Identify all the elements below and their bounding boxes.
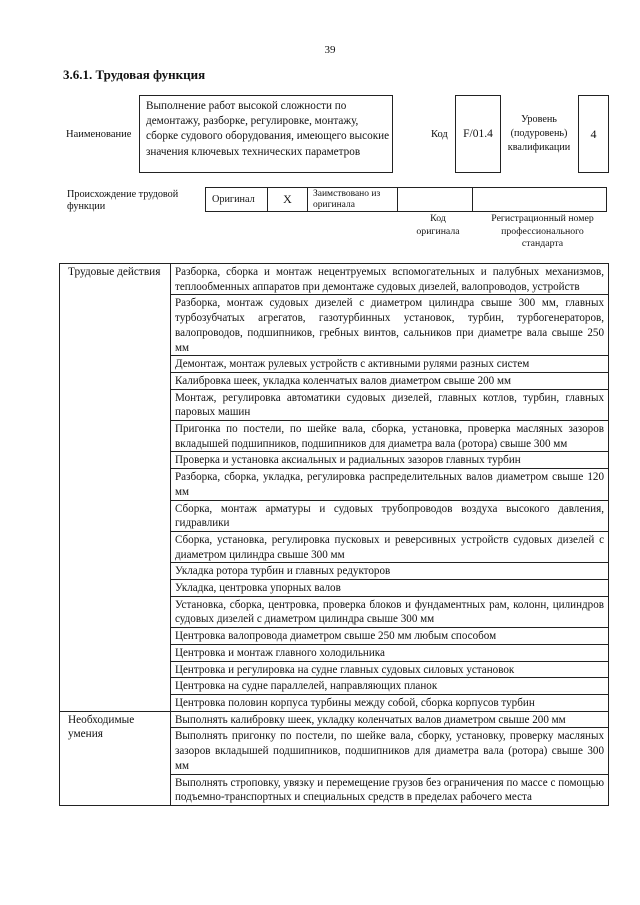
labor-action-item: Укладка, центровка упорных валов (171, 580, 609, 597)
labor-action-item: Пригонка по постели, по шейке вала, сборка, установка, проверка масляных зазоров вкладышей подшипников, подшипников для диаметра вала (ротора) свыше 300 мм (171, 421, 609, 452)
original-code-caption: Код оригинала (416, 213, 460, 237)
function-name-box: Выполнение работ высокой сложности по демонтажу, разборке, регулировке, монтажу, сборке судового оборудования, имеющего высокие значения ключевых технических параметров (139, 95, 393, 173)
table-row (60, 264, 609, 295)
table-row (60, 711, 609, 728)
function-code-box: F/01.4 (455, 95, 501, 173)
labor-action-item: Разборка, сборка, укладка, регулировка распределительных валов диаметром свыше 120 мм (171, 469, 609, 500)
original-label: Оригинал (206, 188, 268, 211)
labor-action-item: Сборка, монтаж арматуры и судовых трубопроводов воздуха высокого давления, гидравлики (171, 500, 609, 531)
labor-action-item: Центровка на судне параллелей, направляющих планок (171, 678, 609, 695)
skill-item: Выполнять калибровку шеек, укладку коленчатых валов диаметром свыше 200 мм (171, 711, 609, 728)
labor-action-item: Центровка и монтаж главного холодильника (171, 644, 609, 661)
qualification-level-box: 4 (578, 95, 609, 173)
labor-action-item: Монтаж, регулировка автоматики судовых дизелей, главных котлов, турбин, главных паровых машин (171, 389, 609, 420)
function-details-table (59, 263, 609, 806)
registration-number-cell (473, 188, 606, 211)
labor-action-item: Разборка, сборка и монтаж нецентруемых вспомогательных и палубных механизмов, теплообменных аппаратов при демонтаже судовых дизелей, валопроводов, устройств (171, 264, 609, 295)
page-number: 39 (324, 44, 336, 56)
labor-action-item: Разборка, монтаж судовых дизелей с диаметром цилиндра свыше 300 мм, главных турбозубчатых агрегатов, газотурбинных установок, турбин, турбогенераторов, валопроводов, подшипников, гребных винтов, сальников при диаметре вала свыше 250 мм (171, 295, 609, 356)
labor-action-item: Установка, сборка, центровка, проверка блоков и фундаментных рам, колонн, цилиндров судовых дизелей с диаметром цилиндра свыше 300 мм (171, 596, 609, 627)
labor-action-item: Центровка половин корпуса турбины между собой, сборка корпусов турбин (171, 694, 609, 711)
origin-label: Происхождение трудовой функции (67, 189, 179, 212)
name-label: Наименование (66, 129, 132, 140)
labor-actions-heading: Трудовые действия (60, 264, 171, 712)
original-mark: X (268, 188, 308, 211)
code-label: Код (431, 129, 448, 140)
borrowed-label: Заимствовано из оригинала (308, 188, 398, 211)
skill-item: Выполнять пригонку по постели, по шейке вала, сборку, установку, проверку масляных зазоров вкладышей подшипников, подшипников для диаметра вала (ротора) свыше 300 мм (171, 728, 609, 774)
labor-action-item: Сборка, установка, регулировка пусковых и реверсивных устройств судовых дизелей с диаметром цилиндра свыше 300 мм (171, 531, 609, 562)
labor-action-item: Демонтаж, монтаж рулевых устройств с активными рулями разных систем (171, 356, 609, 373)
labor-action-item: Укладка ротора турбин и главных редукторов (171, 563, 609, 580)
labor-action-item: Центровка и регулировка на судне главных судовых силовых установок (171, 661, 609, 678)
skill-item: Выполнять строповку, увязку и перемещение грузов без ограничения по массе с помощью подъемно-транспортных и специальных средств в пределах рабочего места (171, 774, 609, 805)
labor-action-item: Проверка и установка аксиальных и радиальных зазоров главных турбин (171, 452, 609, 469)
qualification-level-label: Уровень (подуровень) квалификации (507, 114, 571, 153)
labor-action-item: Центровка валопровода диаметром свыше 250 мм любым способом (171, 628, 609, 645)
section-title: 3.6.1. Трудовая функция (63, 67, 206, 82)
origin-row (205, 187, 607, 212)
registration-number-caption: Регистрационный номер профессионального стандарта (491, 213, 594, 249)
labor-action-item: Калибровка шеек, укладка коленчатых валов диаметром свыше 200 мм (171, 372, 609, 389)
skills-heading: Необходимые умения (60, 711, 171, 805)
original-code-cell (398, 188, 473, 211)
